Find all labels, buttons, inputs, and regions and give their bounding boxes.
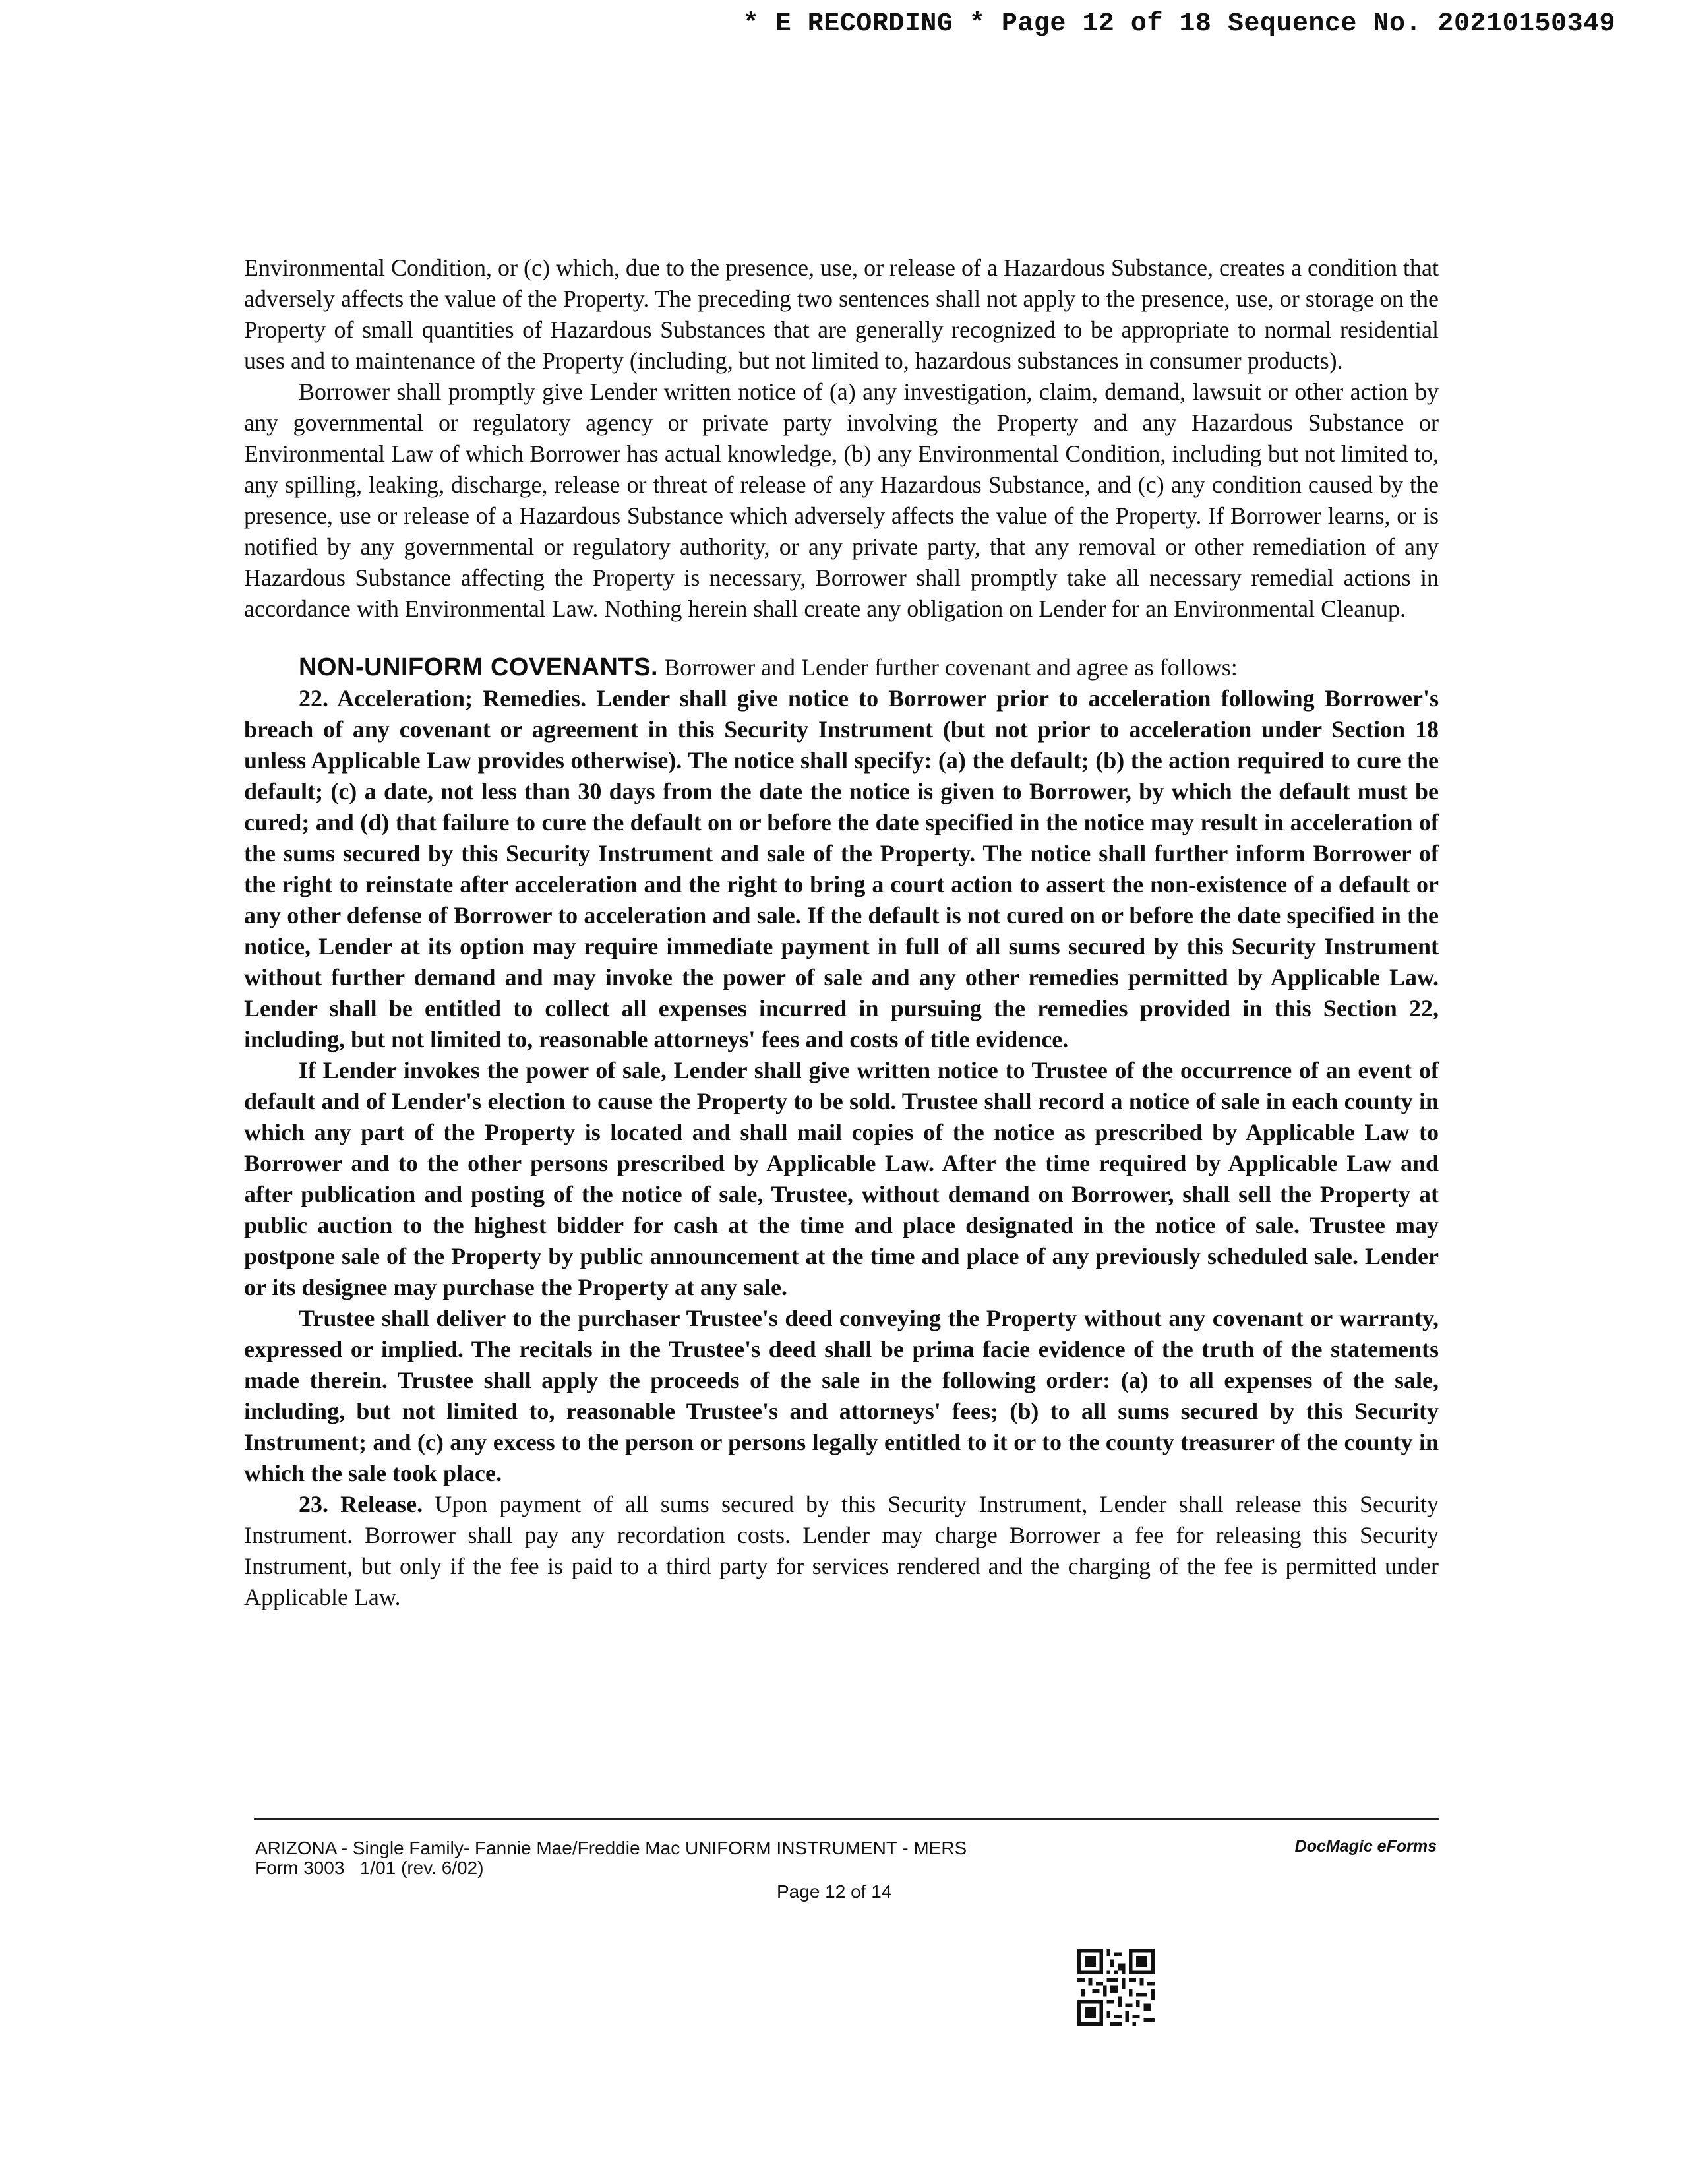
- section-23-paragraph: [244, 1489, 1439, 1613]
- section-23-text: Upon payment of all sums secured by this Security Instrument, Lender shall release this Security Instrument. Borrower shall pay any recordation costs. Lender may charge Borrower a fee for releasing this Security Instrument, but only if the fee is paid to a third party for services rendered and the charging of the fee is permitted under Applicable Law.: [244, 1491, 1439, 1610]
- paragraph-trustee-deed: Trustee shall deliver to the purchaser Trustee's deed conveying the Property without any covenant or warranty, expressed or implied. The recitals in the Trustee's deed shall be prima facie evidence of the truth of the statements made therein. Trustee shall apply the proceeds of the sale in the following order: (a) to all expenses of the sale, including, but not limited to, reasonable Trustee's and attorneys' fees; (b) to all sums secured by this Security Instrument; and (c) any excess to the person or persons legally entitled to it or to the county treasurer of the county in which the sale took place.: [244, 1305, 1439, 1486]
- non-uniform-covenants-text: Borrower and Lender further covenant and agree as follows:: [664, 654, 1238, 681]
- section-heading-non-uniform-covenants: NON-UNIFORM COVENANTS.: [299, 653, 659, 681]
- qr-code-icon: [1077, 1949, 1155, 2026]
- section-23-heading: 23. Release.: [299, 1491, 423, 1517]
- footer-divider: [254, 1818, 1439, 1820]
- paragraph-power-of-sale: If Lender invokes the power of sale, Lender shall give written notice to Trustee of the occurrence of an event of default and of Lender's election to cause the Property to be sold. Trustee shall record a notice of sale in each county in which any part of the Property is located and shall mail copies of the notice as prescribed by Applicable Law to Borrower and to the other persons prescribed by Applicable Law. After the time required by Applicable Law and after publication and posting of the notice of sale, Trustee, without demand on Borrower, shall sell the Property at public auction to the highest bidder for cash at the time and place designated in the notice of sale. Trustee may postpone sale of the Property by public announcement at the time and place of any previously scheduled sale. Lender or its designee may purchase the Property at any sale.: [244, 1057, 1439, 1300]
- section-22-paragraph: [244, 683, 1439, 1055]
- paragraph-hazardous-notice: Borrower shall promptly give Lender written notice of (a) any investigation, claim, demand, lawsuit or other action by any governmental or regulatory agency or private party involving the Property and any Hazardous Substance or Environmental Law of which Borrower has actual knowledge, (b) any Environmental Condition, including but not limited to, any spilling, leaking, discharge, release or threat of release of any Hazardous Substance, and (c) any condition caused by the presence, use or release of a Hazardous Substance which adversely affects the value of the Property. If Borrower learns, or is notified by any governmental or regulatory authority, or any private party, that any removal or other remediation of any Hazardous Substance affecting the Property is necessary, Borrower shall promptly take all necessary remedial actions in accordance with Environmental Law. Nothing herein shall create any obligation on Lender for an Environmental Cleanup.: [244, 379, 1439, 622]
- paragraph-environmental-condition: Environmental Condition, or (c) which, due to the presence, use, or release of a Hazardous Substance, creates a condition that adversely affects the value of the Property. The preceding two sentences shall not apply to the presence, use, or storage on the Property of small quantities of Hazardous Substances that are generally recognized to be appropriate to normal residential uses and to maintenance of the Property (including, but not limited to, hazardous substances in consumer products).: [244, 255, 1439, 374]
- footer-page-number: Page 12 of 14: [777, 1881, 892, 1902]
- footer-form-title: ARIZONA - Single Family- Fannie Mae/Freddie Mac UNIFORM INSTRUMENT - MERS: [255, 1838, 967, 1858]
- non-uniform-covenants-intro: [244, 652, 1439, 683]
- docmagic-logo: DocMagic eForms: [1294, 1837, 1437, 1856]
- section-22-text: Lender shall give notice to Borrower prior to acceleration following Borrower's breach of any covenant or agreement in this Security Instrument (but not prior to acceleration under Section 18 unless Applicable Law provides otherwise). The notice shall specify: (a) the default; (b) the action required to cure the default; (c) a date, not less than 30 days from the date the notice is given to Borrower, by which the default must be cured; and (d) that failure to cure the default on or before the date specified in the notice may result in acceleration of the sums secured by this Security Instrument and sale of the Property. The notice shall further inform Borrower of the right to reinstate after acceleration and the right to bring a court action to assert the non-existence of a default or any other defense of Borrower to acceleration and sale. If the default is not cured on or before the date specified in the notice, Lender at its option may require immediate payment in full of all sums secured by this Security Instrument without further demand and may invoke the power of sale and any other remedies permitted by Applicable Law. Lender shall be entitled to collect all expenses incurred in pursuing the remedies provided in this Section 22, including, but not limited to, reasonable attorneys' fees and costs of title evidence.: [244, 685, 1439, 1052]
- section-22-heading: 22. Acceleration; Remedies.: [299, 685, 587, 712]
- document-body: [244, 253, 1439, 1613]
- footer-form-number: Form 3003 1/01 (rev. 6/02): [255, 1858, 484, 1878]
- recording-header: * E RECORDING * Page 12 of 18 Sequence No. 20210150349: [742, 9, 1615, 39]
